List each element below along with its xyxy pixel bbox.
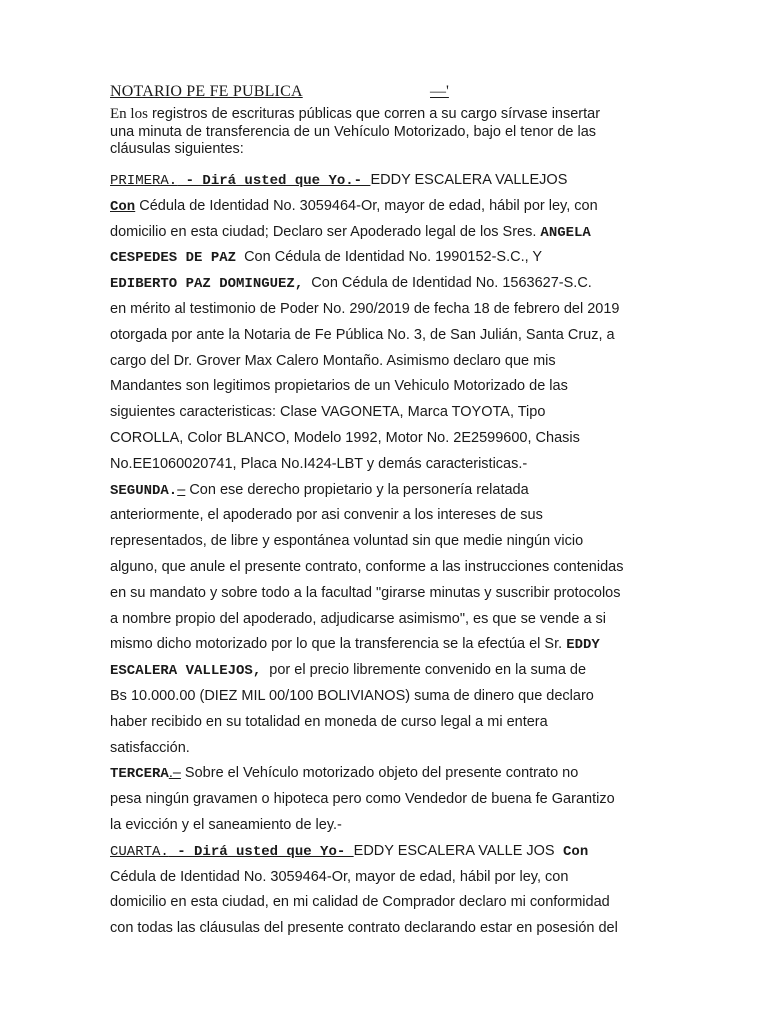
header <box>110 83 710 105</box>
intro-lead: En los <box>110 106 148 122</box>
tercera-heading: TERCERA <box>110 766 169 783</box>
cuarta-line: domicilio en esta ciudad, en mi calidad de Comprador declaro mi conformidad <box>110 894 610 911</box>
primera-cespedes: CESPEDES DE PAZ <box>110 250 237 267</box>
segunda-heading: SEGUNDA. <box>110 482 178 499</box>
intro-line <box>110 106 670 124</box>
primera-line: en mérito al testimonio de Poder No. 290/2019 de fecha 18 de febrero del 2019 <box>110 300 620 317</box>
primera-text: Con Cédula de Identidad No. 1990152-S.C., Y <box>236 249 543 266</box>
cuarta-heading-phrase: - Dirá usted que Yo- <box>168 843 354 860</box>
segunda-line: haber recibido en su totalidad en moneda de curso legal a mi entera <box>110 713 548 730</box>
cuarta-line <box>110 839 670 865</box>
primera-heading-phrase: - Dirá usted que Yo.- <box>177 173 371 189</box>
title-mark: —' <box>430 83 449 100</box>
intro-line: una minuta de transferencia de un Vehículo Motorizado, bajo el tenor de las <box>110 123 597 140</box>
segunda-line: Bs 10.000.00 (DIEZ MIL 00/100 BOLIVIANOS) suma de dinero que declaro <box>110 687 594 704</box>
cuarta-name: EDDY ESCALERA VALLE JOS <box>353 842 555 859</box>
primera-text: Cédula de Identidad No. 3059464-Or, mayor de edad, hábil por ley, con <box>135 197 598 214</box>
tercera-line: la evicción y el saneamiento de ley.- <box>110 816 342 833</box>
primera-text: domicilio en esta ciudad; Declaro ser Apoderado legal de los Sres. <box>110 223 541 240</box>
primera-line: Mandantes son legitimos propietarios de un Vehiculo Motorizado de las <box>110 378 568 395</box>
segunda-line <box>110 632 670 658</box>
segunda-text: Con ese derecho propietario y la personería relatada <box>185 481 529 498</box>
primera-line <box>110 168 670 194</box>
cuarta-heading: CUARTA. <box>110 843 169 860</box>
cuarta-line: con todas las cláusulas del presente contrato declarando estar en posesión del <box>110 920 618 937</box>
primera-line <box>110 194 670 220</box>
segunda-line: a nombre propio del apoderado, adjudicarse asimismo", es que se vende a si <box>110 610 607 627</box>
segunda-line: anteriormente, el apoderado por asi convenir a los intereses de sus <box>110 507 543 524</box>
primera-angela: ANGELA <box>540 224 591 241</box>
segunda-eddy: EDDY <box>566 637 600 654</box>
segunda-line: en su mandato y sobre todo a la facultad "girarse minutas y suscribir protocolos <box>110 584 621 601</box>
page-title: NOTARIO PE FE PUBLICA <box>110 83 303 100</box>
segunda-text: mismo dicho motorizado por lo que la transferencia se la efectúa el Sr. <box>110 636 567 653</box>
tercera-dot: .– <box>168 765 181 782</box>
primera-line: otorgada por ante la Notaria de Fe Pública No. 3, de San Julián, Santa Cruz, a <box>110 326 615 343</box>
primera-line: No.EE1060020741, Placa No.I424-LBT y demás caracteristicas.- <box>110 455 528 472</box>
cuarta-con: Con <box>554 843 589 860</box>
segunda-line <box>110 658 670 684</box>
primera-line: COROLLA, Color BLANCO, Modelo 1992, Motor No. 2E2599600, Chasis <box>110 429 580 446</box>
intro-paragraph <box>110 106 670 159</box>
segunda-line: satisfacción. <box>110 739 190 756</box>
tercera-line: pesa ningún gravamen o hipoteca pero como Vendedor de buena fe Garantizo <box>110 791 615 808</box>
segunda-escalera: ESCALERA VALLEJOS, <box>110 663 262 680</box>
primera-text: Con Cédula de Identidad No. 1563627-S.C. <box>303 275 592 292</box>
primera-con: Con <box>110 198 136 215</box>
segunda-line: alguno, que anule el presente contrato, conforme a las instrucciones contenidas <box>110 558 624 575</box>
primera-heading: PRIMERA. <box>110 173 178 189</box>
tercera-line <box>110 761 670 787</box>
segunda-line <box>110 478 670 504</box>
primera-line <box>110 220 670 246</box>
tercera-text: Sobre el Vehículo motorizado objeto del presente contrato no <box>180 765 579 782</box>
primera-line <box>110 271 670 297</box>
intro-text: registros de escrituras públicas que corren a su cargo sírvase insertar <box>147 106 601 122</box>
segunda-text: por el precio libremente convenido en la suma de <box>261 662 587 679</box>
primera-ediberto: EDIBERTO PAZ DOMINGUEZ, <box>110 276 304 293</box>
primera-line <box>110 245 670 271</box>
cuarta-line: Cédula de Identidad No. 3059464-Or, mayor de edad, hábil por ley, con <box>110 868 569 885</box>
segunda-line: representados, de libre y espontánea voluntad sin que medie ningún vicio <box>110 533 584 550</box>
primera-name: EDDY ESCALERA VALLEJOS <box>370 172 568 188</box>
primera-line: siguientes caracteristicas: Clase VAGONETA, Marca TOYOTA, Tipo <box>110 404 546 421</box>
intro-line: cláusulas siguientes: <box>110 141 244 157</box>
segunda-dash: – <box>177 481 186 498</box>
primera-line: cargo del Dr. Grover Max Calero Montaño. Asimismo declaro que mis <box>110 352 556 369</box>
clauses <box>110 168 670 942</box>
